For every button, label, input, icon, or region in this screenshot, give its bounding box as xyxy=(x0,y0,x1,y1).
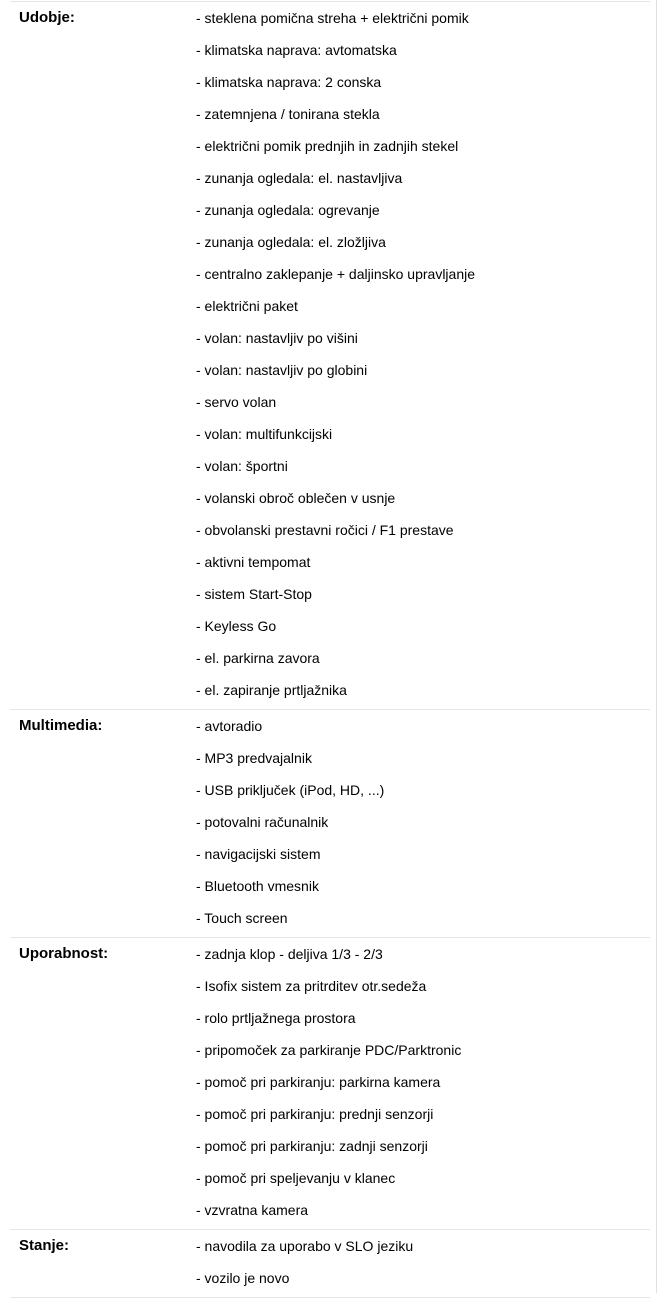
list-item: - pomoč pri speljevanju v klanec xyxy=(196,1170,396,1186)
list-item: - avtoradio xyxy=(196,718,263,734)
feature-list xyxy=(196,938,650,1226)
list-item: - pripomoček za parkiranje PDC/Parktronic xyxy=(196,1042,462,1058)
section-label: Multimedia: xyxy=(19,717,103,734)
section-uporabnost xyxy=(10,938,650,1230)
section-label: Udobje: xyxy=(19,9,75,26)
list-item: - zunanja ogledala: el. zložljiva xyxy=(196,234,386,250)
list-item: - zunanja ogledala: ogrevanje xyxy=(196,202,380,218)
list-item: - volanski obroč oblečen v usnje xyxy=(196,490,396,506)
list-item: - vzvratna kamera xyxy=(196,1202,309,1218)
list-item: - obvolanski prestavni ročici / F1 prestave xyxy=(196,522,454,538)
section-udobje xyxy=(10,2,650,710)
list-item: - Bluetooth vmesnik xyxy=(196,878,319,894)
right-edge-divider xyxy=(656,0,657,1293)
section-label: Uporabnost: xyxy=(19,945,109,962)
list-item: - potovalni računalnik xyxy=(196,814,329,830)
list-item: - zunanja ogledala: el. nastavljiva xyxy=(196,170,403,186)
list-item: - el. zapiranje prtljažnika xyxy=(196,682,347,698)
list-item: - zatemnjena / tonirana stekla xyxy=(196,106,380,122)
list-item: - Touch screen xyxy=(196,910,288,926)
list-item: - navodila za uporabo v SLO jeziku xyxy=(196,1238,414,1254)
list-item: - aktivni tempomat xyxy=(196,554,311,570)
list-item: - vozilo je novo xyxy=(196,1270,290,1286)
list-item: - električni paket xyxy=(196,298,298,314)
feature-list xyxy=(196,1230,650,1294)
list-item: - zadnja klop - deljiva 1/3 - 2/3 xyxy=(196,946,383,962)
list-item: - pomoč pri parkiranju: zadnji senzorji xyxy=(196,1138,428,1154)
feature-list xyxy=(196,710,650,934)
list-item: - Keyless Go xyxy=(196,618,277,634)
list-item: - klimatska naprava: avtomatska xyxy=(196,42,397,58)
list-item: - pomoč pri parkiranju: parkirna kamera xyxy=(196,1074,441,1090)
list-item: - volan: nastavljiv po globini xyxy=(196,362,368,378)
list-item: - Isofix sistem za pritrditev otr.sedeža xyxy=(196,978,427,994)
section-multimedia xyxy=(10,710,650,938)
list-item: - USB priključek (iPod, HD, ...) xyxy=(196,782,385,798)
list-item: - navigacijski sistem xyxy=(196,846,321,862)
feature-list xyxy=(196,2,650,706)
section-stanje xyxy=(10,1230,650,1298)
list-item: - volan: športni xyxy=(196,458,288,474)
list-item: - servo volan xyxy=(196,394,277,410)
equipment-table xyxy=(10,2,650,1298)
section-label: Stanje: xyxy=(19,1237,70,1254)
list-item: - volan: multifunkcijski xyxy=(196,426,333,442)
list-item: - rolo prtljažnega prostora xyxy=(196,1010,356,1026)
list-item: - pomoč pri parkiranju: prednji senzorji xyxy=(196,1106,434,1122)
list-item: - MP3 predvajalnik xyxy=(196,750,312,766)
list-item: - el. parkirna zavora xyxy=(196,650,320,666)
list-item: - centralno zaklepanje + daljinsko upravljanje xyxy=(196,266,476,282)
list-item: - volan: nastavljiv po višini xyxy=(196,330,358,346)
list-item: - klimatska naprava: 2 conska xyxy=(196,74,382,90)
list-item: - električni pomik prednjih in zadnjih stekel xyxy=(196,138,459,154)
list-item: - sistem Start-Stop xyxy=(196,586,312,602)
list-item: - steklena pomična streha + električni pomik xyxy=(196,10,469,26)
